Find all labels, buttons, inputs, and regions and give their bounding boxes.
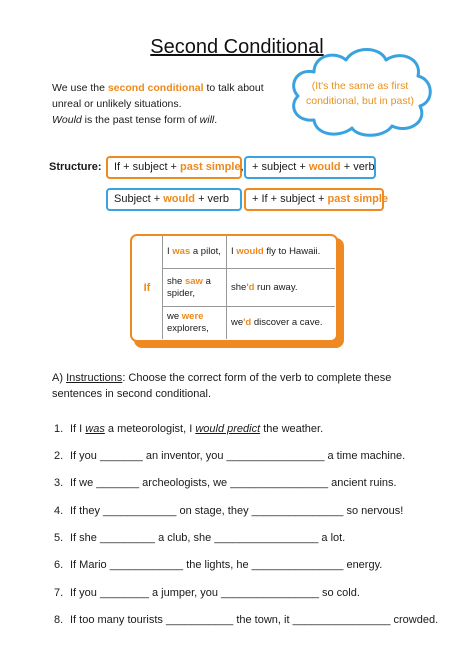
exercise-text: If you ________ a jumper, you ________________ so cold. (70, 587, 360, 599)
exercise-text: If I (70, 423, 86, 435)
structure-box-if-clause (106, 156, 242, 179)
intro-line3-mid: is the past tense form of (81, 114, 200, 126)
cloud-line2: conditional, but in past) (306, 95, 414, 107)
structure-box3-pre: Subject + (114, 193, 164, 205)
exercise-4 (54, 505, 454, 517)
example-table (130, 234, 346, 350)
table-cell-result-3 (227, 307, 335, 339)
exercise-answer: was (85, 423, 105, 435)
table-cell-if-3 (163, 307, 226, 339)
exercise-text: If we _______ archeologists, we ________________ ancient ruins. (70, 477, 397, 489)
cell-highlight: saw (184, 275, 203, 287)
exercise-text: the weather. (260, 423, 324, 435)
exercise-answer: would predict (195, 423, 261, 435)
exercise-text: If Mario ____________ the lights, he _______________ energy. (70, 559, 383, 571)
structure-box4-pre: + If + subject + (252, 193, 328, 205)
exercise-number: 6. (54, 559, 64, 571)
cell-highlight: was (172, 246, 191, 257)
exercise-number: 2. (54, 450, 64, 462)
cell-text: explorers, (167, 323, 209, 334)
exercise-8 (54, 614, 454, 626)
exercise-number: 4. (54, 505, 64, 517)
cell-text: discover a cave. (251, 317, 323, 328)
exercise-6 (54, 559, 454, 571)
cell-highlight: would (236, 246, 264, 257)
structure-box1-pre: If + subject + (114, 161, 181, 173)
instructions (52, 370, 432, 402)
exercise-3 (54, 477, 454, 489)
structure-box1-post: , (240, 161, 244, 173)
intro-line2: unreal or unlikely situations. (52, 98, 182, 110)
table-cell-result-1 (227, 236, 335, 268)
cell-text: I (167, 246, 173, 257)
exercise-number: 1. (54, 423, 64, 435)
structure-box3-highlight: would (163, 193, 196, 205)
exercise-number: 5. (54, 532, 64, 544)
page-title: Second Conditional (150, 36, 324, 58)
table-cell-result-2 (227, 269, 335, 306)
cell-text: I (231, 246, 237, 257)
cell-text: she (231, 281, 247, 293)
cell-highlight: 'd (243, 317, 252, 328)
cell-highlight: 'd (246, 281, 255, 293)
exercise-text: If too many tourists ___________ the town, it ________________ crowded. (70, 614, 439, 626)
exercise-number: 7. (54, 587, 64, 599)
cell-text: we (231, 317, 244, 328)
exercise-number: 8. (54, 614, 64, 626)
structure-box2-pre: + subject + (252, 161, 309, 173)
structure-label: Structure: (49, 161, 102, 173)
intro-text (52, 80, 292, 128)
intro-will: will (199, 114, 215, 126)
exercise-text: If they ____________ on stage, they _______________ so nervous! (70, 505, 404, 517)
cell-text: she (167, 275, 185, 287)
intro-would: Would (52, 114, 82, 126)
intro-line1-pre: We use the (52, 82, 108, 94)
exercise-5 (54, 532, 454, 544)
cell-text: a pilot, (190, 246, 221, 257)
intro-line1-post: to talk about (203, 82, 264, 94)
intro-line3-end: . (214, 114, 218, 126)
instructions-prefix: A) (52, 372, 67, 384)
structure-box3-post: + verb (195, 193, 229, 205)
cloud-line1: (It's the same as first (311, 80, 409, 92)
structure-box2-highlight: would (308, 161, 341, 173)
exercise-number: 3. (54, 477, 64, 489)
exercise-text: a meteorologist, I (104, 423, 196, 435)
table-cell-if-2 (163, 269, 226, 306)
table-box (130, 234, 338, 342)
cell-text: fly to Hawaii. (263, 246, 321, 257)
structure-box4-highlight: past simple (327, 193, 389, 205)
cell-text: run away. (254, 281, 298, 293)
exercise-2 (54, 450, 454, 462)
exercise-1 (54, 423, 454, 435)
cloud-callout (284, 42, 436, 142)
instructions-heading: Instructions (66, 372, 123, 384)
exercise-7 (54, 587, 454, 599)
exercise-text: If you _______ an inventor, you ________________ a time machine. (70, 450, 406, 462)
structure-box1-highlight: past simple (180, 161, 241, 173)
cell-text: we (167, 311, 182, 322)
structure-box2-post: + verb (340, 161, 375, 173)
structure-box-main-first (106, 188, 242, 211)
table-cell-if-1 (163, 236, 226, 268)
intro-highlight: second conditional (107, 82, 204, 94)
structure-box-main-clause (244, 156, 376, 179)
structure-box-if-second (244, 188, 389, 211)
cloud-text (298, 79, 422, 109)
cell-text: a spider, (167, 275, 211, 299)
instructions-text: : Choose the correct form of the verb to complete these sentences in second conditional. (52, 372, 392, 400)
cell-highlight: were (181, 311, 204, 322)
exercise-text: If she _________ a club, she _________________ a lot. (70, 532, 346, 544)
table-if-label: If (143, 281, 151, 294)
